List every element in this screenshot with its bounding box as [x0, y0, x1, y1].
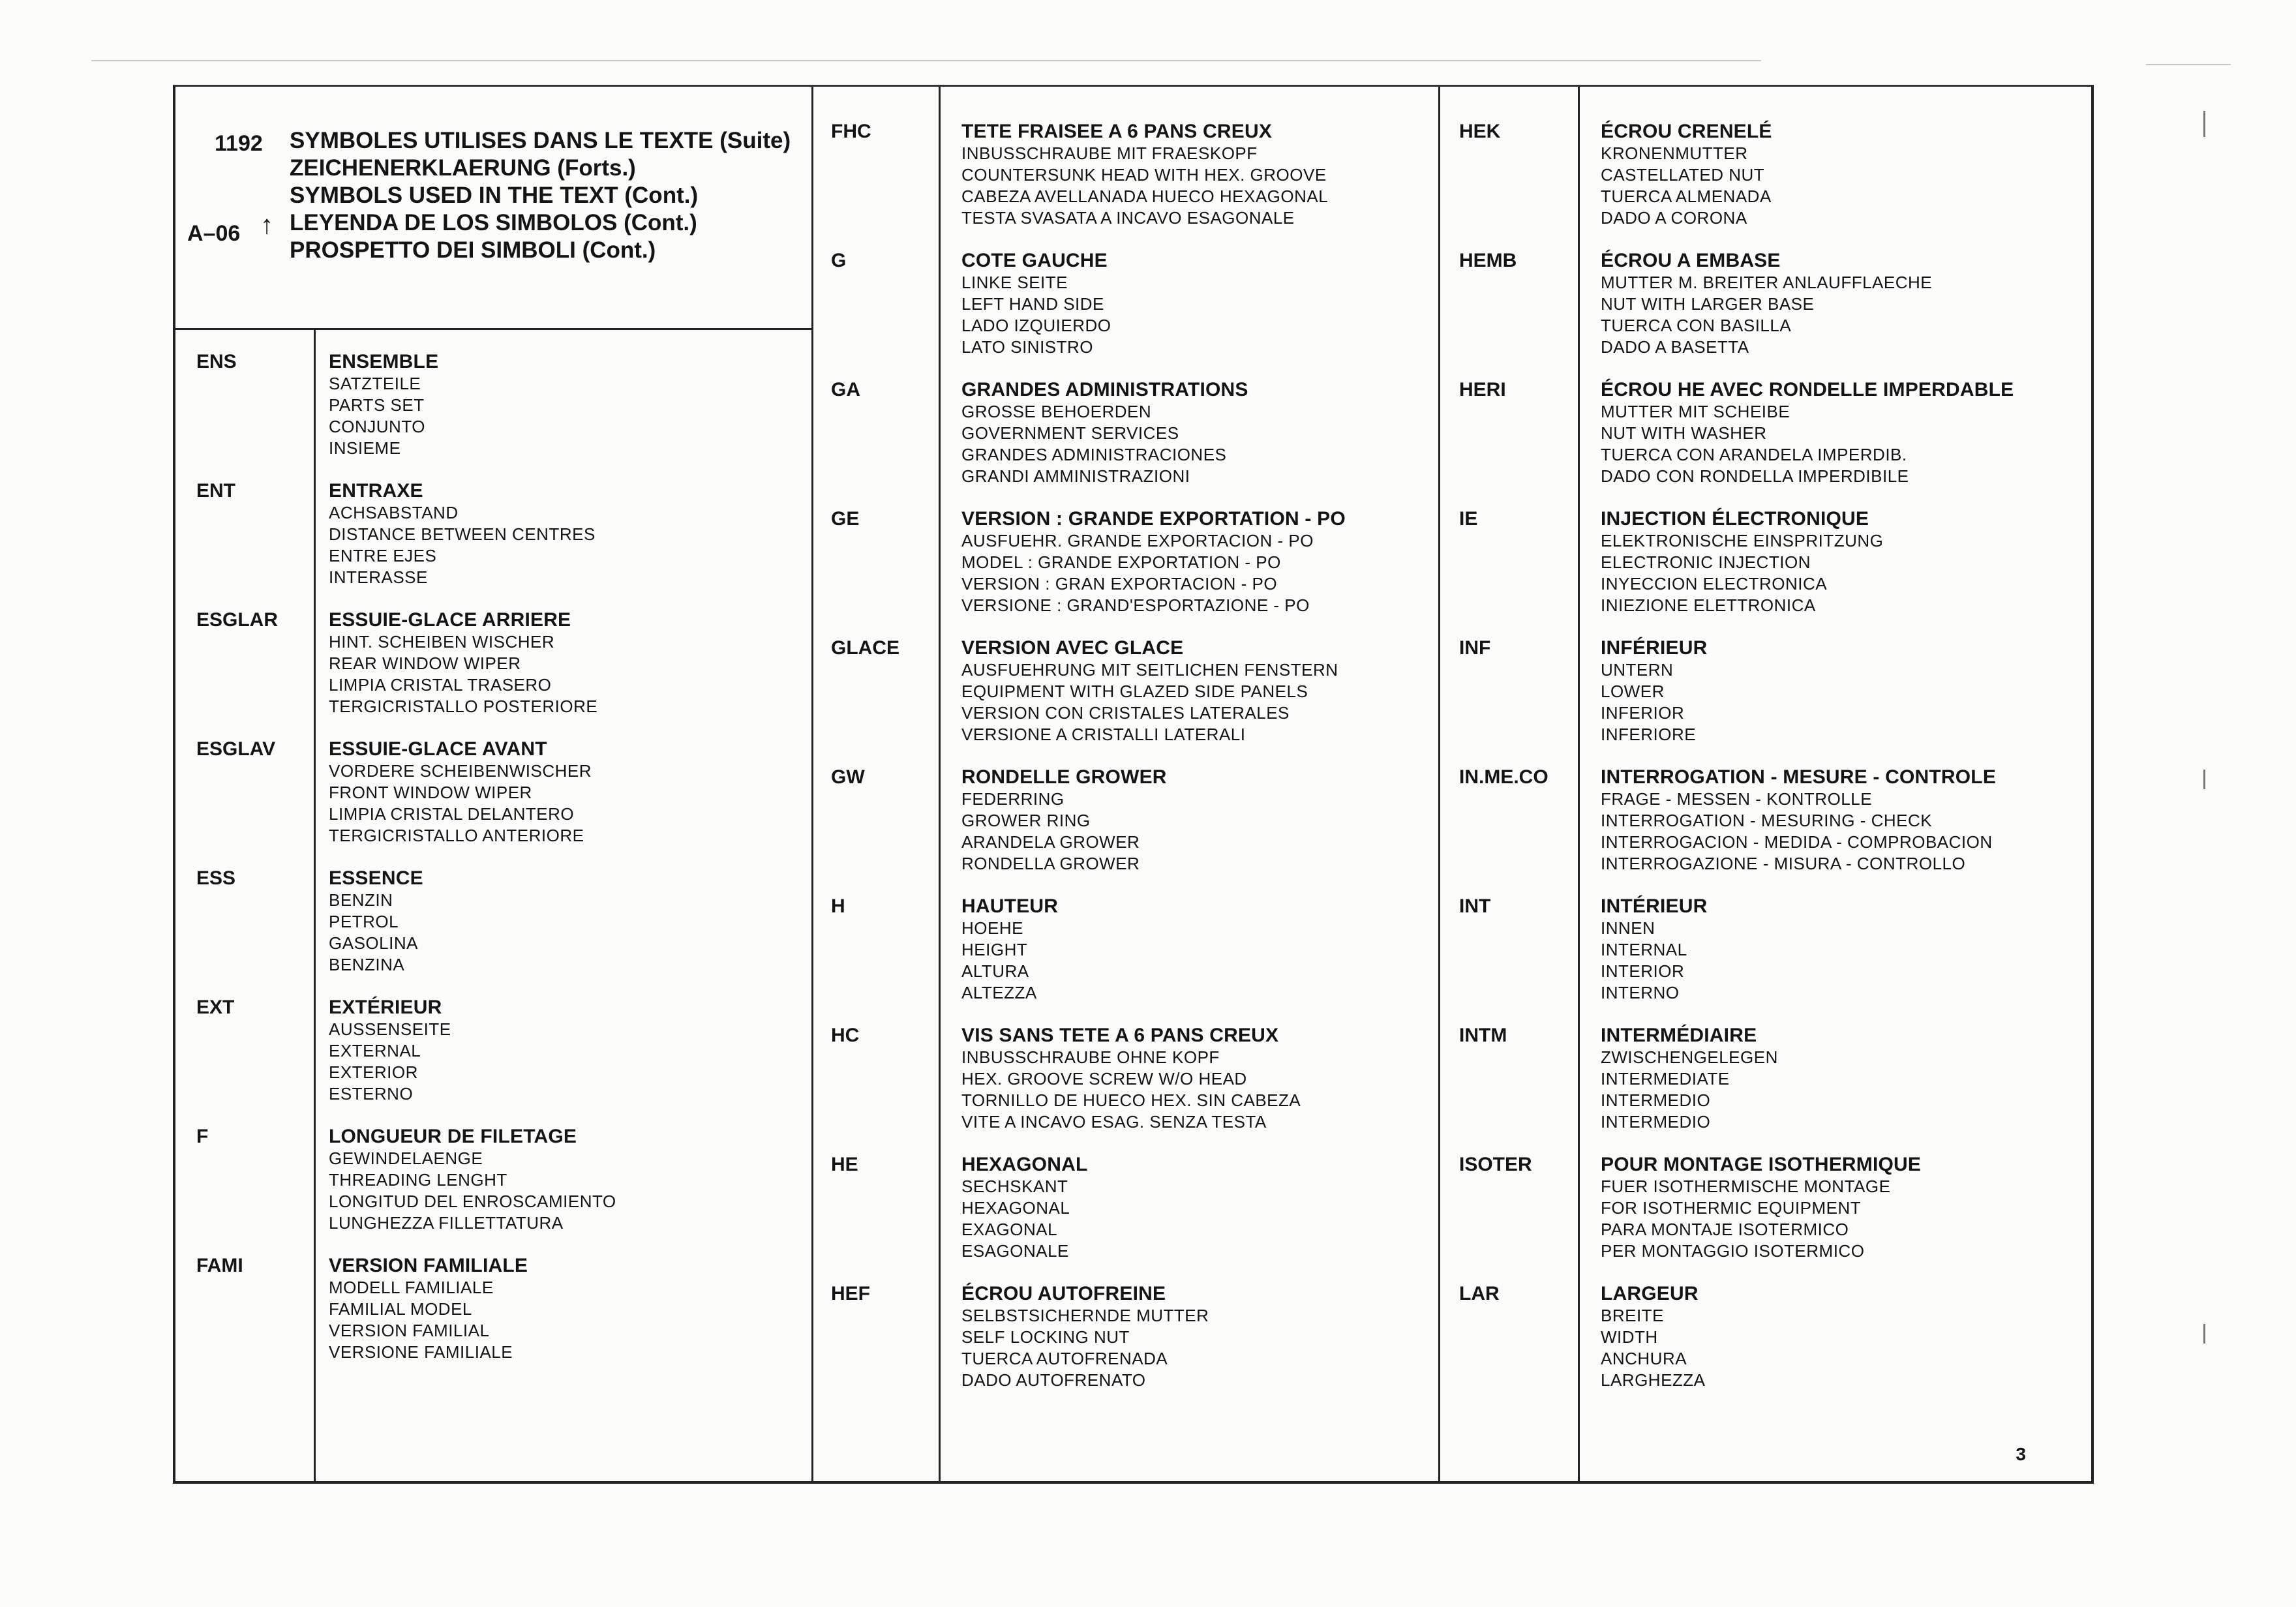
- entry-translation: GROWER RING: [961, 811, 1091, 830]
- symbol-entry: [329, 867, 423, 976]
- symbol-abbreviation: G: [831, 250, 847, 271]
- symbol-entry: [961, 1283, 1209, 1391]
- entry-heading: ÉCROU CRENELÉ: [1601, 121, 1772, 142]
- title-en: SYMBOLS USED IN THE TEXT (Cont.): [290, 183, 699, 208]
- title-block: [290, 127, 791, 264]
- entry-translation: INTERIOR: [1601, 961, 1685, 981]
- entry-translation: INTERROGACION - MEDIDA - COMPROBACION: [1601, 832, 1993, 852]
- entry-translation: ALTEZZA: [961, 983, 1037, 1002]
- entry-translation: GEWINDELAENGE: [329, 1149, 483, 1168]
- symbol-abbreviation: LAR: [1459, 1283, 1500, 1304]
- entry-translation: INYECCION ELECTRONICA: [1601, 574, 1828, 593]
- entry-translation: VITE A INCAVO ESAG. SENZA TESTA: [961, 1112, 1267, 1132]
- entry-translation: EXAGONAL: [961, 1220, 1058, 1239]
- title-es: LEYENDA DE LOS SIMBOLOS (Cont.): [290, 210, 697, 235]
- symbol-entry: [1601, 895, 1707, 1004]
- entry-translation: TESTA SVASATA A INCAVO ESAGONALE: [961, 208, 1295, 228]
- entry-translation: INFERIOR: [1601, 703, 1685, 723]
- entry-translation: FOR ISOTHERMIC EQUIPMENT: [1601, 1198, 1862, 1218]
- column-rule-5: [1578, 87, 1580, 1481]
- entry-translation: TUERCA CON BASILLA: [1601, 316, 1792, 335]
- entry-translation: VERSIONE A CRISTALLI LATERALI: [961, 725, 1246, 744]
- header-block: [175, 87, 811, 328]
- entry-translation: HEIGHT: [961, 940, 1028, 959]
- entry-translation: NUT WITH WASHER: [1601, 423, 1767, 443]
- symbol-entry: [961, 508, 1346, 616]
- entry-translation: INTERMEDIATE: [1601, 1069, 1730, 1089]
- entry-translation: INTERROGATION - MESURING - CHECK: [1601, 811, 1933, 830]
- entry-heading: POUR MONTAGE ISOTHERMIQUE: [1601, 1154, 1922, 1175]
- entry-translation: ZWISCHENGELEGEN: [1601, 1047, 1778, 1067]
- entry-translation: FUER ISOTHERMISCHE MONTAGE: [1601, 1177, 1891, 1196]
- entry-translation: DADO CON RONDELLA IMPERDIBILE: [1601, 466, 1909, 486]
- entry-translation: LOWER: [1601, 682, 1665, 701]
- symbol-entry: [961, 379, 1248, 487]
- symbol-entry: [961, 766, 1167, 875]
- entry-translation: INBUSSCHRAUBE OHNE KOPF: [961, 1047, 1220, 1067]
- symbol-abbreviation: INT: [1459, 895, 1491, 917]
- entry-translation: INTERNO: [1601, 983, 1680, 1002]
- entry-heading: ENTRAXE: [329, 480, 423, 502]
- entry-translation: VORDERE SCHEIBENWISCHER: [329, 761, 592, 781]
- entry-heading: GRANDES ADMINISTRATIONS: [961, 379, 1248, 400]
- entry-translation: CABEZA AVELLANADA HUECO HEXAGONAL: [961, 187, 1329, 206]
- symbol-abbreviation: IE: [1459, 508, 1478, 530]
- entry-translation: LIMPIA CRISTAL DELANTERO: [329, 804, 575, 824]
- entry-translation: LONGITUD DEL ENROSCAMIENTO: [329, 1192, 616, 1211]
- entry-heading: LONGUEUR DE FILETAGE: [329, 1126, 577, 1147]
- entry-heading: INTERROGATION - MESURE - CONTROLE: [1601, 766, 1997, 788]
- title-de: ZEICHENERKLAERUNG (Forts.): [290, 155, 636, 181]
- entry-translation: MUTTER MIT SCHEIBE: [1601, 402, 1790, 421]
- entry-translation: GRANDES ADMINISTRACIONES: [961, 445, 1227, 464]
- entry-translation: DADO A BASETTA: [1601, 337, 1749, 357]
- symbol-entry: [1601, 637, 1707, 745]
- entry-translation: TUERCA ALMENADA: [1601, 187, 1772, 206]
- entry-heading: INFÉRIEUR: [1601, 637, 1708, 659]
- symbol-abbreviation: HERI: [1459, 379, 1506, 400]
- title-it: PROSPETTO DEI SIMBOLI (Cont.): [290, 237, 656, 263]
- entry-translation: HEX. GROOVE SCREW W/O HEAD: [961, 1069, 1247, 1089]
- symbol-abbreviation: GW: [831, 766, 865, 788]
- entry-heading: TETE FRAISEE A 6 PANS CREUX: [961, 121, 1273, 142]
- entry-translation: ELECTRONIC INJECTION: [1601, 552, 1811, 572]
- symbol-abbreviation: HEMB: [1459, 250, 1517, 271]
- entry-translation: LADO IZQUIERDO: [961, 316, 1111, 335]
- entry-translation: INIEZIONE ELETTRONICA: [1601, 595, 1816, 615]
- symbol-abbreviation: GE: [831, 508, 860, 530]
- entry-translation: PARA MONTAJE ISOTERMICO: [1601, 1220, 1849, 1239]
- symbol-abbreviation: FHC: [831, 121, 871, 142]
- entry-translation: KRONENMUTTER: [1601, 143, 1748, 163]
- symbol-abbreviation: INTM: [1459, 1025, 1507, 1046]
- symbol-abbreviation: F: [196, 1126, 209, 1147]
- column-rule-4: [1438, 87, 1440, 1481]
- symbol-entry: [961, 895, 1058, 1004]
- entry-translation: SELF LOCKING NUT: [961, 1327, 1130, 1347]
- entry-heading: VERSION : GRANDE EXPORTATION - PO: [961, 508, 1346, 530]
- margin-tick: [2203, 1324, 2205, 1344]
- entry-translation: INTERMEDIO: [1601, 1112, 1711, 1132]
- entry-translation: EXTERNAL: [329, 1041, 421, 1060]
- entry-translation: HOEHE: [961, 918, 1023, 938]
- entry-translation: MODELL FAMILIALE: [329, 1278, 494, 1297]
- entry-translation: ANCHURA: [1601, 1349, 1687, 1368]
- entry-heading: ESSENCE: [329, 867, 423, 889]
- column-rule-1: [314, 328, 316, 1481]
- scan-artifact-top: [91, 60, 1761, 61]
- entry-translation: HEXAGONAL: [961, 1198, 1070, 1218]
- entry-translation: ARANDELA GROWER: [961, 832, 1140, 852]
- entry-translation: INNEN: [1601, 918, 1655, 938]
- entry-translation: MODEL : GRANDE EXPORTATION - PO: [961, 552, 1281, 572]
- entry-translation: COUNTERSUNK HEAD WITH HEX. GROOVE: [961, 165, 1327, 185]
- entry-translation: TORNILLO DE HUECO HEX. SIN CABEZA: [961, 1090, 1301, 1110]
- entry-translation: DISTANCE BETWEEN CENTRES: [329, 524, 596, 544]
- entry-heading: HAUTEUR: [961, 895, 1059, 917]
- entry-heading: INTÉRIEUR: [1601, 895, 1708, 917]
- entry-translation: FEDERRING: [961, 789, 1065, 809]
- entry-heading: ÉCROU A EMBASE: [1601, 250, 1781, 271]
- entry-heading: LARGEUR: [1601, 1283, 1699, 1304]
- entry-translation: AUSFUEHRUNG MIT SEITLICHEN FENSTERN: [961, 660, 1338, 680]
- entry-translation: FRAGE - MESSEN - KONTROLLE: [1601, 789, 1873, 809]
- entry-translation: SECHSKANT: [961, 1177, 1068, 1196]
- symbol-entry: [961, 637, 1338, 745]
- entry-translation: INTERROGAZIONE - MISURA - CONTROLLO: [1601, 854, 1966, 873]
- entry-translation: GOVERNMENT SERVICES: [961, 423, 1179, 443]
- entry-translation: VERSION FAMILIAL: [329, 1321, 490, 1340]
- symbol-entry: [961, 1154, 1087, 1262]
- reference-subcode: A–06: [187, 221, 241, 246]
- entry-translation: WIDTH: [1601, 1327, 1658, 1347]
- entry-translation: LATO SINISTRO: [961, 337, 1094, 357]
- entry-heading: ESSUIE-GLACE ARRIERE: [329, 609, 571, 631]
- entry-translation: INBUSSCHRAUBE MIT FRAESKOPF: [961, 143, 1258, 163]
- entry-translation: FAMILIAL MODEL: [329, 1299, 472, 1319]
- symbol-abbreviation: GLACE: [831, 637, 899, 659]
- entry-translation: REAR WINDOW WIPER: [329, 653, 521, 673]
- entry-translation: ELEKTRONISCHE EINSPRITZUNG: [1601, 531, 1884, 550]
- entry-translation: AUSFUEHR. GRANDE EXPORTACION - PO: [961, 531, 1314, 550]
- entry-translation: PARTS SET: [329, 395, 425, 415]
- entry-translation: ENTRE EJES: [329, 546, 437, 565]
- symbol-entry: [329, 997, 451, 1105]
- entry-heading: RONDELLE GROWER: [961, 766, 1167, 788]
- entry-translation: SELBSTSICHERNDE MUTTER: [961, 1306, 1209, 1325]
- symbol-abbreviation: ISOTER: [1459, 1154, 1532, 1175]
- entry-translation: EXTERIOR: [329, 1062, 418, 1082]
- header-rule: [175, 328, 811, 330]
- entry-translation: CASTELLATED NUT: [1601, 165, 1765, 185]
- entry-translation: THREADING LENGHT: [329, 1170, 507, 1190]
- page-number: 3: [2016, 1444, 2026, 1464]
- entry-translation: MUTTER M. BREITER ANLAUFFLAECHE: [1601, 273, 1933, 292]
- column-rule-3: [939, 87, 941, 1481]
- entry-heading: HEXAGONAL: [961, 1154, 1088, 1175]
- title-fr: SYMBOLES UTILISES DANS LE TEXTE (Suite): [290, 128, 791, 153]
- entry-heading: VIS SANS TETE A 6 PANS CREUX: [961, 1025, 1279, 1046]
- symbol-abbreviation: ENS: [196, 351, 237, 372]
- entry-translation: TERGICRISTALLO ANTERIORE: [329, 826, 584, 845]
- symbol-abbreviation: HEK: [1459, 121, 1501, 142]
- symbol-abbreviation: INF: [1459, 637, 1491, 659]
- symbol-entry: [329, 1255, 528, 1363]
- symbol-entry: [1601, 508, 1883, 616]
- entry-translation: ESAGONALE: [961, 1241, 1069, 1261]
- entry-translation: HINT. SCHEIBEN WISCHER: [329, 632, 555, 652]
- symbol-entry: [961, 121, 1328, 229]
- entry-heading: EXTÉRIEUR: [329, 997, 442, 1018]
- entry-translation: ACHSABSTAND: [329, 503, 459, 522]
- entry-translation: LUNGHEZZA FILLETTATURA: [329, 1213, 564, 1233]
- entry-translation: TERGICRISTALLO POSTERIORE: [329, 697, 598, 716]
- symbol-entry: [329, 738, 592, 847]
- symbol-abbreviation: IN.ME.CO: [1459, 766, 1548, 788]
- symbol-abbreviation: HE: [831, 1154, 858, 1175]
- entry-translation: BENZIN: [329, 890, 393, 910]
- entry-translation: VERSION : GRAN EXPORTACION - PO: [961, 574, 1278, 593]
- symbol-entry: [1601, 1025, 1778, 1133]
- entry-translation: SATZTEILE: [329, 374, 421, 393]
- entry-translation: BREITE: [1601, 1306, 1664, 1325]
- entry-translation: GRANDI AMMINISTRAZIONI: [961, 466, 1190, 486]
- symbol-abbreviation: ESS: [196, 867, 236, 889]
- entry-translation: RONDELLA GROWER: [961, 854, 1140, 873]
- entry-heading: INTERMÉDIAIRE: [1601, 1025, 1757, 1046]
- entry-translation: TUERCA AUTOFRENADA: [961, 1349, 1168, 1368]
- symbol-entry: [1601, 121, 1772, 229]
- document-sheet: [173, 85, 2094, 1484]
- entry-translation: ESTERNO: [329, 1084, 414, 1104]
- symbol-abbreviation: HEF: [831, 1283, 870, 1304]
- entry-translation: INSIEME: [329, 438, 401, 458]
- entry-translation: INTERMEDIO: [1601, 1090, 1711, 1110]
- symbol-entry: [329, 609, 597, 717]
- symbol-entry: [329, 1126, 616, 1234]
- entry-translation: LARGHEZZA: [1601, 1370, 1706, 1390]
- entry-translation: FRONT WINDOW WIPER: [329, 783, 532, 802]
- entry-translation: VERSIONE : GRAND'ESPORTAZIONE - PO: [961, 595, 1310, 615]
- entry-translation: BENZINA: [329, 955, 405, 974]
- symbol-entry: [329, 480, 596, 588]
- entry-heading: COTE GAUCHE: [961, 250, 1108, 271]
- margin-tick: [2203, 111, 2205, 137]
- entry-translation: LINKE SEITE: [961, 273, 1068, 292]
- entry-translation: UNTERN: [1601, 660, 1674, 680]
- entry-translation: AUSSENSEITE: [329, 1019, 451, 1039]
- symbol-entry: [1601, 250, 1932, 358]
- symbol-entry: [1601, 379, 2014, 487]
- entry-translation: VERSIONE FAMILIALE: [329, 1342, 513, 1362]
- reference-code: 1192: [215, 131, 263, 156]
- entry-heading: INJECTION ÉLECTRONIQUE: [1601, 508, 1869, 530]
- symbol-abbreviation: ESGLAV: [196, 738, 276, 760]
- entry-translation: DADO AUTOFRENATO: [961, 1370, 1146, 1390]
- entry-heading: ÉCROU HE AVEC RONDELLE IMPERDABLE: [1601, 379, 2014, 400]
- symbol-abbreviation: ENT: [196, 480, 235, 502]
- symbol-entry: [329, 351, 438, 459]
- entry-translation: EQUIPMENT WITH GLAZED SIDE PANELS: [961, 682, 1308, 701]
- entry-heading: VERSION AVEC GLACE: [961, 637, 1184, 659]
- symbol-entry: [1601, 766, 1996, 875]
- entry-translation: NUT WITH LARGER BASE: [1601, 294, 1815, 314]
- symbol-abbreviation: ESGLAR: [196, 609, 279, 631]
- entry-translation: GROSSE BEHOERDEN: [961, 402, 1152, 421]
- entry-heading: ESSUIE-GLACE AVANT: [329, 738, 547, 760]
- entry-heading: ÉCROU AUTOFREINE: [961, 1283, 1166, 1304]
- symbol-entry: [961, 250, 1111, 358]
- entry-translation: CONJUNTO: [329, 417, 425, 436]
- symbol-abbreviation: EXT: [196, 997, 235, 1018]
- symbol-entry: [961, 1025, 1301, 1133]
- entry-translation: PETROL: [329, 912, 399, 931]
- entry-translation: INFERIORE: [1601, 725, 1697, 744]
- entry-translation: PER MONTAGGIO ISOTERMICO: [1601, 1241, 1865, 1261]
- entry-translation: INTERASSE: [329, 567, 428, 587]
- entry-translation: LEFT HAND SIDE: [961, 294, 1104, 314]
- entry-translation: TUERCA CON ARANDELA IMPERDIB.: [1601, 445, 1907, 464]
- symbol-abbreviation: HC: [831, 1025, 860, 1046]
- margin-tick: [2203, 770, 2205, 789]
- entry-translation: INTERNAL: [1601, 940, 1687, 959]
- entry-heading: VERSION FAMILIALE: [329, 1255, 528, 1276]
- entry-translation: VERSION CON CRISTALES LATERALES: [961, 703, 1290, 723]
- symbol-entry: [1601, 1154, 1921, 1262]
- symbol-abbreviation: H: [831, 895, 845, 917]
- entry-translation: LIMPIA CRISTAL TRASERO: [329, 675, 552, 695]
- column-rule-2: [811, 87, 813, 1481]
- symbol-abbreviation: GA: [831, 379, 860, 400]
- symbol-entry: [1601, 1283, 1706, 1391]
- entry-translation: DADO A CORONA: [1601, 208, 1747, 228]
- entry-heading: ENSEMBLE: [329, 351, 439, 372]
- entry-translation: ALTURA: [961, 961, 1029, 981]
- scan-artifact-top-right: [2146, 64, 2231, 65]
- symbol-abbreviation: FAMI: [196, 1255, 243, 1276]
- up-arrow-icon: ↑: [260, 211, 273, 239]
- entry-translation: GASOLINA: [329, 933, 418, 953]
